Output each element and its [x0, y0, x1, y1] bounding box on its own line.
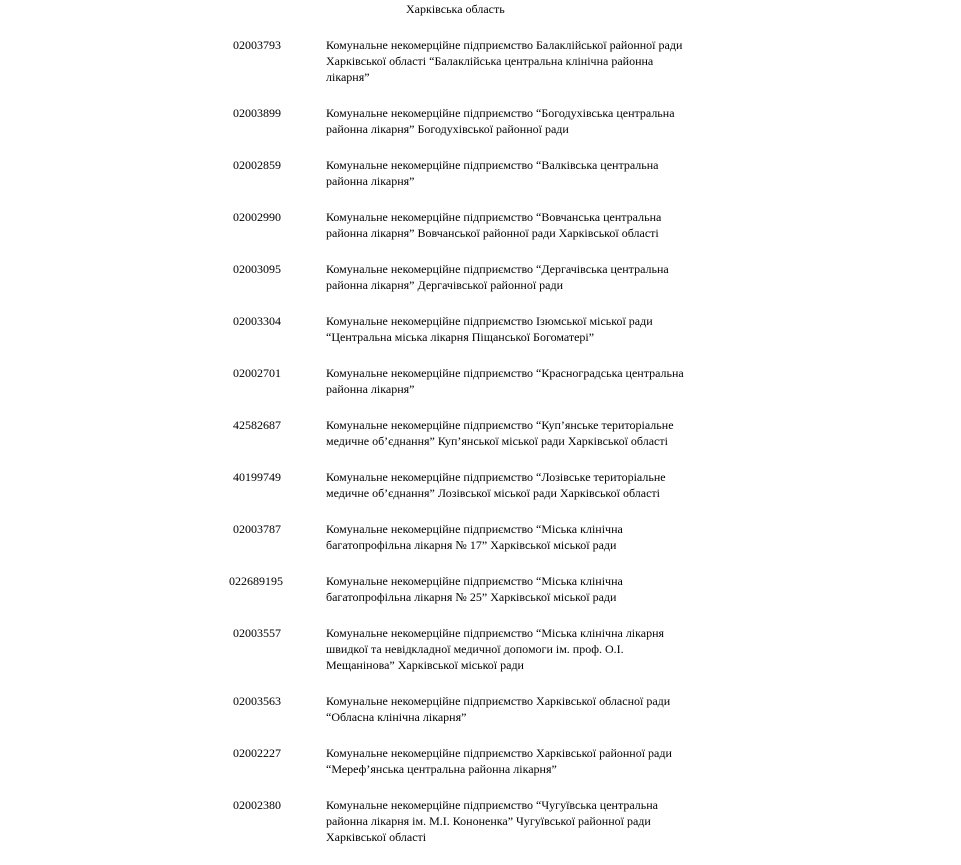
- entry-name: Комунальне некомерційне підприємство “Міська клінічна лікарня швидкої та невідкладної медичної допомоги ім. проф. О.І. Мещанінова” Харківської міської ради: [326, 626, 665, 672]
- entry-code: 02002380: [233, 798, 281, 812]
- entry-code: 02003793: [233, 38, 281, 52]
- entry-code: 02002990: [233, 210, 281, 224]
- entry-row: [0, 745, 961, 781]
- entry-name: Комунальне некомерційне підприємство “Куп’янське територіальне медичне об’єднання” Куп’янської міської ради Харківської області: [326, 418, 674, 448]
- entry-row: [0, 521, 961, 557]
- entry-code: 02003563: [233, 694, 281, 708]
- entry-row: [0, 37, 961, 89]
- entry-row: [0, 105, 961, 141]
- entry-name: Комунальне некомерційне підприємство “Міська клінічна багатопрофільна лікарня № 17” Харківської міської ради: [326, 522, 623, 552]
- entry-row: [0, 209, 961, 245]
- entry-row: [0, 261, 961, 297]
- entry-row: [0, 625, 961, 677]
- entry-code: 40199749: [233, 470, 281, 484]
- entry-code: 02002701: [233, 366, 281, 380]
- entry-row: [0, 693, 961, 729]
- entry-name: Комунальне некомерційне підприємство Ізюмської міської ради “Центральна міська лікарня Піщанської Богоматері”: [326, 314, 653, 344]
- entry-code: 02002227: [233, 746, 281, 760]
- entry-code: 42582687: [233, 418, 281, 432]
- entry-name: Комунальне некомерційне підприємство “Дергачівська центральна районна лікарня” Дергачівської районної ради: [326, 262, 669, 292]
- entry-code: 02003095: [233, 262, 281, 276]
- entry-name: Комунальне некомерційне підприємство “Лозівське територіальне медичне об’єднання” Лозівської міської ради Харківської області: [326, 470, 666, 500]
- entry-row: [0, 417, 961, 453]
- entry-name: Комунальне некомерційне підприємство “Богодухівська центральна районна лікарня” Богодухівської районної ради: [326, 106, 675, 136]
- entry-name: Комунальне некомерційне підприємство Балаклійської районної ради Харківської області “Балаклійська центральна клінічна районна лікарня”: [326, 38, 683, 84]
- entry-row: [0, 365, 961, 401]
- entry-name: Комунальне некомерційне підприємство “Красноградська центральна районна лікарня”: [326, 366, 684, 396]
- entries-list: [0, 37, 961, 865]
- entry-row: [0, 573, 961, 609]
- entry-name: Комунальне некомерційне підприємство “Міська клінічна багатопрофільна лікарня № 25” Харківської міської ради: [326, 574, 623, 604]
- entry-row: [0, 469, 961, 505]
- entry-code: 022689195: [229, 574, 283, 588]
- entry-row: [0, 157, 961, 193]
- entry-row: [0, 313, 961, 349]
- entry-code: 02003787: [233, 522, 281, 536]
- region-title: Харківська область: [406, 2, 505, 16]
- entry-name: Комунальне некомерційне підприємство “Валківська центральна районна лікарня”: [326, 158, 659, 188]
- entry-code: 02003304: [233, 314, 281, 328]
- entry-name: Комунальне некомерційне підприємство “Чугуївська центральна районна лікарня ім. М.І. Кононенка” Чугуївської районної ради Харківської області: [326, 798, 658, 844]
- entry-code: 02003557: [233, 626, 281, 640]
- entry-row: [0, 797, 961, 849]
- entry-name: Комунальне некомерційне підприємство Харківської районної ради “Мереф’янська центральна районна лікарня”: [326, 746, 672, 776]
- entry-name: Комунальне некомерційне підприємство Харківської обласної ради “Обласна клінічна лікарня”: [326, 694, 671, 724]
- entry-code: 02002859: [233, 158, 281, 172]
- entry-code: 02003899: [233, 106, 281, 120]
- entry-name: Комунальне некомерційне підприємство “Вовчанська центральна районна лікарня” Вовчанської районної ради Харківської області: [326, 210, 662, 240]
